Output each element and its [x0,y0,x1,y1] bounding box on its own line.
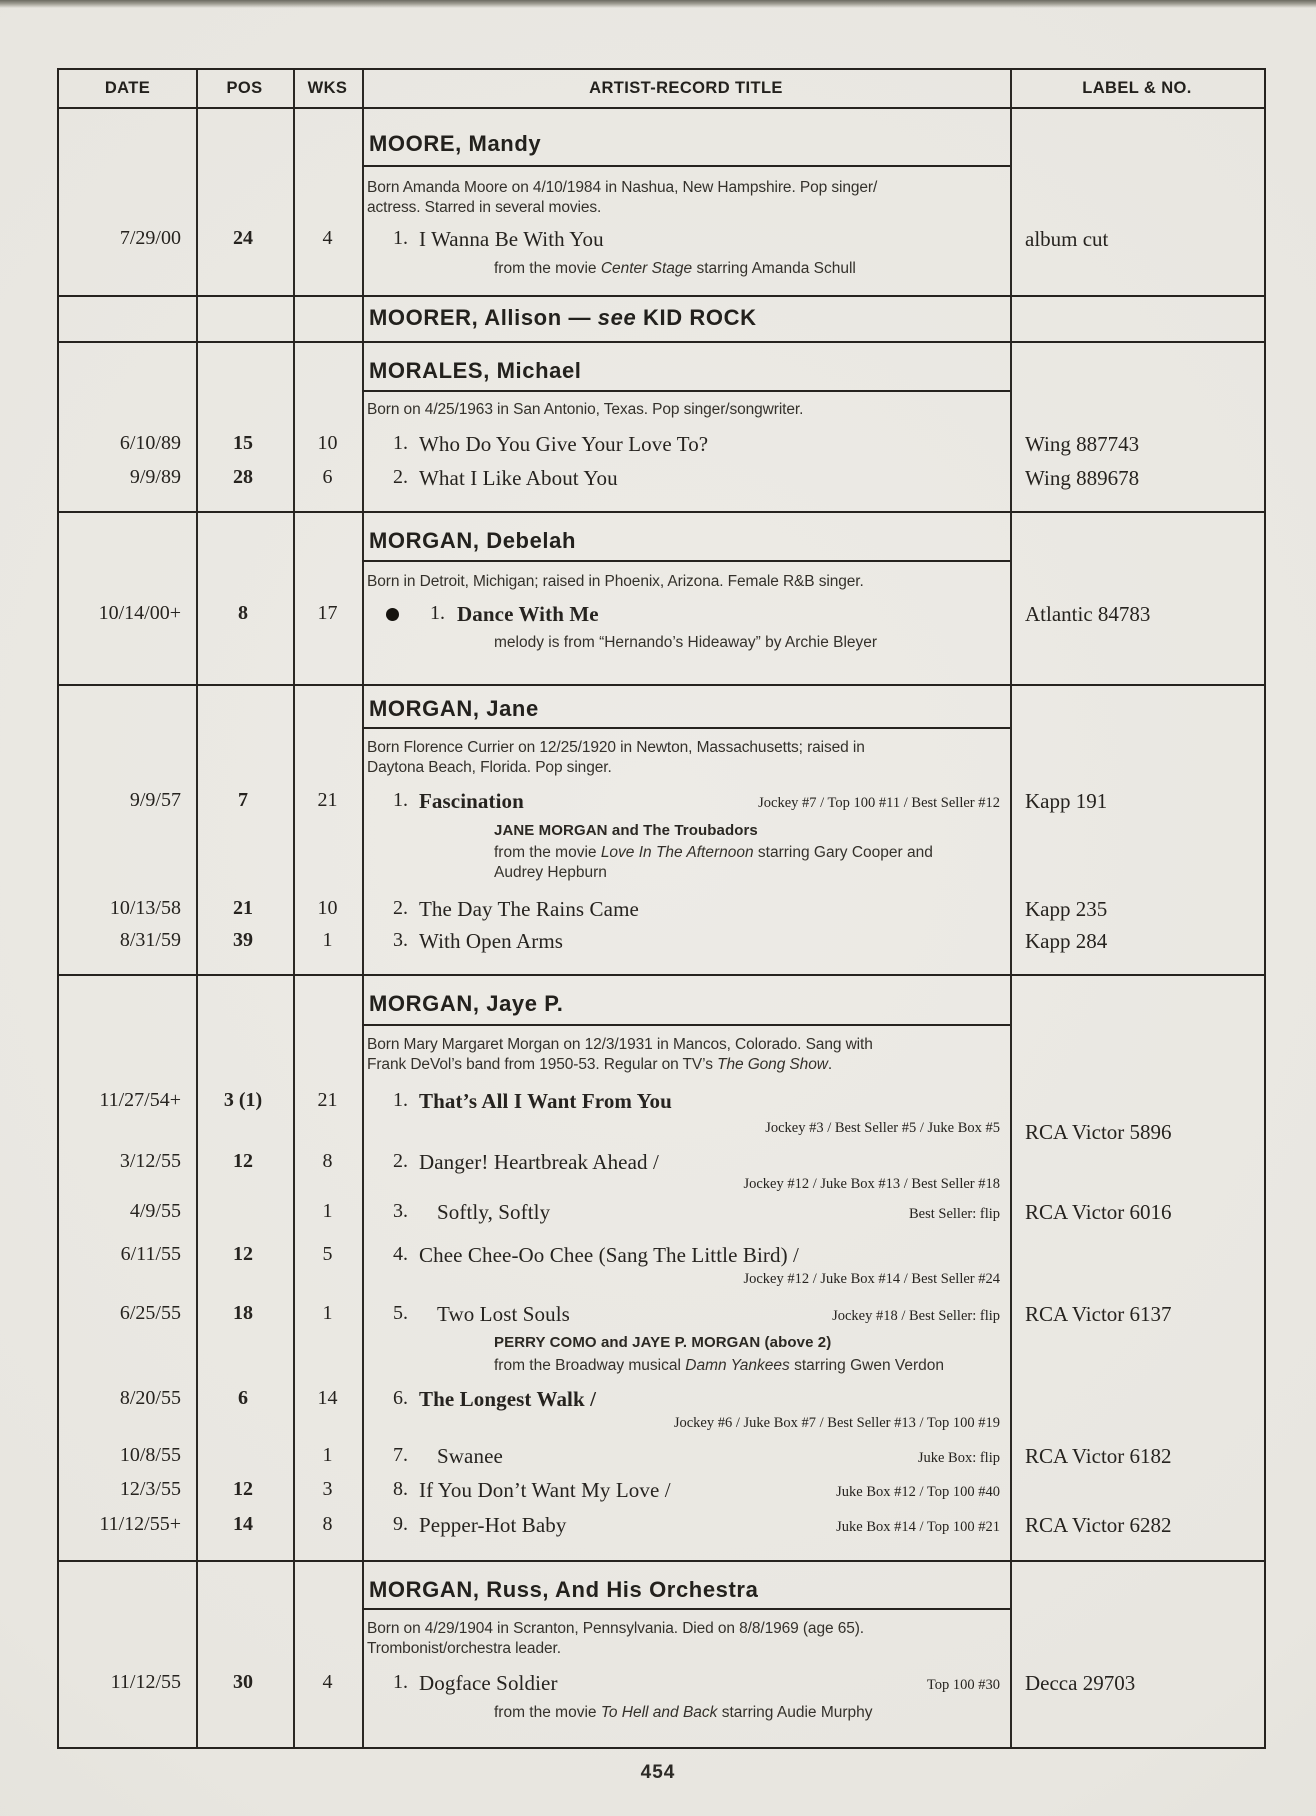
chart-tags: Jockey #6 / Juke Box #7 / Best Seller #13 / Top 100 #19 [673,1415,1000,1431]
entry-wks: 1 [322,1302,333,1324]
entry-date: 11/12/55+ [99,1513,181,1535]
entry-wks: 1 [322,1200,333,1222]
note-text: starring Gwen Verdon [789,1357,945,1374]
section-divider [59,684,1264,686]
section-divider [59,295,1264,297]
note-text: starring Gary Cooper and [753,844,933,861]
entry-pos: 12 [233,1478,253,1500]
section-divider [59,511,1264,513]
record-label: RCA Victor 6282 [1025,1513,1172,1537]
note-text: from the movie [494,1704,601,1721]
entry-number: 1. [430,602,445,624]
entry-row [59,227,1264,253]
artist-bio-line: actress. Starred in several movies. [367,199,602,216]
section-divider [59,107,1264,109]
entry-wks: 4 [322,1671,333,1693]
entry-row [59,466,1264,492]
artist-bio-line: Born on 4/29/1904 in Scranton, Pennsylvania. Died on 8/8/1969 (age 65). [367,1620,864,1637]
entry-title: Danger! Heartbreak Ahead / [419,1150,659,1174]
chart-tags: Jockey #18 / Best Seller: flip [832,1308,1000,1324]
chart-tags: Juke Box #14 / Top 100 #21 [836,1519,1000,1535]
entry-row [59,929,1264,955]
credit-note: JANE MORGAN and The Troubadors [494,822,758,839]
entry-title: With Open Arms [419,929,564,953]
artist-bio-line: Born Florence Currier on 12/25/1920 in Newton, Massachusetts; raised in [367,739,865,756]
note-text: melody is from “Hernando’s Hideaway” by Archie Bleyer [494,634,878,651]
artist-heading-crossref [369,306,757,330]
bio-text: Frank DeVol’s band from 1950-53. Regular on TV’s [367,1056,718,1073]
entry-row [59,1302,1264,1328]
crossref-text: MOORER, Allison — [369,305,598,330]
entry-title: The Day The Rains Came [419,897,639,921]
bio-italic: The Gong Show [717,1056,828,1073]
entry-pos: 6 [238,1387,248,1409]
entry-number: 2. [393,466,408,488]
note-text: from the movie [494,844,601,861]
melody-note [494,634,877,652]
entry-row [59,1150,1264,1176]
chart-tags: Best Seller: flip [908,1206,1000,1222]
artist-heading: MORGAN, Jaye P. [369,991,564,1016]
entry-wks: 8 [322,1150,333,1172]
entry-wks: 6 [322,466,333,488]
entry-date: 6/10/89 [119,432,181,454]
artist-heading: MORALES, Michael [369,358,582,383]
artist-bio-line: Born Mary Margaret Morgan on 12/3/1931 in Mancos, Colorado. Sang with [367,1036,873,1053]
chart-tags: Jockey #12 / Juke Box #14 / Best Seller #24 [743,1271,1000,1287]
entry-date: 12/3/55 [119,1478,181,1500]
entry-wks: 21 [317,1089,338,1111]
entry-wks: 5 [322,1243,333,1265]
col-header-artist: ARTIST-RECORD TITLE [589,79,783,97]
entry-wks: 3 [322,1478,333,1500]
entry-date: 10/8/55 [119,1444,181,1466]
entry-pos: 30 [233,1671,253,1693]
section-divider [59,341,1264,343]
section-divider [59,974,1264,976]
entry-date: 11/27/54+ [99,1089,181,1111]
entry-date: 10/14/00+ [98,602,181,624]
entry-date: 9/9/89 [129,466,181,488]
entry-number: 3. [393,929,408,951]
note-italic: Center Stage [600,260,693,277]
entry-number: 1. [393,227,408,249]
heading-underline [362,1608,1010,1610]
entry-title [457,602,599,627]
record-label: Wing 887743 [1025,432,1140,456]
entry-wks: 10 [317,432,338,454]
entry-number: 5. [393,1302,408,1324]
note-italic: To Hell and Back [600,1704,718,1721]
record-label: Decca 29703 [1025,1671,1136,1695]
artist-bio-line: Born in Detroit, Michigan; raised in Phoenix, Arizona. Female R&B singer. [367,573,864,590]
entry-number: 1. [393,789,408,811]
entry-pos: 12 [233,1150,253,1172]
chart-tags: Jockey #3 / Best Seller #5 / Juke Box #5 [765,1120,1000,1136]
entry-title-bold: Dance With Me [457,602,599,626]
entry-title: Two Lost Souls [437,1302,570,1326]
entry-title: Swanee [437,1444,503,1468]
record-label: Kapp 284 [1025,929,1108,953]
entry-title: The Longest Walk / [419,1387,597,1411]
heading-underline [362,1024,1010,1026]
entry-date: 8/20/55 [119,1387,181,1409]
note-italic: Damn Yankees [685,1357,790,1374]
col-header-pos: POS [226,79,263,97]
entry-date: 10/13/58 [109,897,181,919]
note-text: starring Amanda Schull [692,260,856,277]
entry-pos: 8 [238,602,248,624]
heading-underline [362,165,1010,167]
heading-underline [362,560,1010,562]
record-label: Atlantic 84783 [1025,602,1151,626]
entry-pos: 21 [233,897,253,919]
entry-date: 11/12/55 [110,1671,181,1693]
chart-table [57,68,1266,1749]
entry-pos: 15 [233,432,253,454]
entry-date: 3/12/55 [119,1150,181,1172]
entry-date: 6/11/55 [120,1243,181,1265]
entry-pos: 3 (1) [223,1089,263,1111]
entry-row [59,432,1264,458]
entry-pos: 39 [233,929,253,951]
entry-pos: 7 [238,789,248,811]
record-label: RCA Victor 6137 [1025,1302,1172,1326]
section-divider [59,1560,1264,1562]
note-text: Audrey Hepburn [494,864,607,881]
entry-date: 8/31/59 [119,929,181,951]
chart-tags: Jockey #7 / Top 100 #11 / Best Seller #12 [758,795,1000,811]
entry-number: 4. [393,1243,408,1265]
entry-title: If You Don’t Want My Love / [419,1478,671,1502]
entry-row [59,1478,1264,1504]
chart-tags: Jockey #12 / Juke Box #13 / Best Seller #18 [743,1176,1000,1192]
artist-heading: MORGAN, Jane [369,696,539,721]
entry-row [59,1243,1264,1269]
note-text: from the movie [494,260,601,277]
entry-row [59,1444,1264,1470]
record-label: RCA Victor 6016 [1025,1200,1172,1224]
artist-heading: MOORE, Mandy [369,131,542,156]
entry-pos: 14 [233,1513,253,1535]
entry-wks: 1 [322,1444,333,1466]
entry-pos: 12 [233,1243,253,1265]
entry-date: 9/9/57 [129,789,181,811]
note-text: starring Audie Murphy [717,1704,873,1721]
entry-title: Softly, Softly [437,1200,551,1224]
entry-title: Who Do You Give Your Love To? [419,432,709,456]
entry-date: 6/25/55 [119,1302,181,1324]
entry-pos: 18 [233,1302,253,1324]
record-label: RCA Victor 6182 [1025,1444,1172,1468]
entry-wks: 10 [317,897,338,919]
col-header-label: LABEL & NO. [1082,79,1192,97]
chart-tags: Top 100 #30 [926,1677,1000,1693]
col-header-wks: WKS [307,79,348,97]
page-number: 454 [640,1762,676,1783]
entry-row [59,789,1264,815]
artist-bio-line: Born Amanda Moore on 4/10/1984 in Nashua, New Hampshire. Pop singer/ [367,179,878,196]
col-header-date: DATE [104,79,151,97]
entry-wks: 14 [317,1387,338,1409]
entry-wks: 21 [317,789,338,811]
entry-pos: 24 [233,227,253,249]
movie-note [494,260,856,278]
heading-underline [362,727,1010,729]
record-label: Kapp 235 [1025,897,1108,921]
entry-title: I Wanna Be With You [419,227,604,251]
movie-note [494,1704,873,1722]
entry-title: Dogface Soldier [419,1671,558,1695]
entry-title: What I Like About You [419,466,618,490]
credit-note: PERRY COMO and JAYE P. MORGAN (above 2) [494,1334,832,1351]
artist-bio-line: Daytona Beach, Florida. Pop singer. [367,759,612,776]
entry-number: 9. [393,1513,408,1535]
gold-record-bullet-icon [386,608,399,621]
record-label: RCA Victor 5896 [1025,1120,1172,1144]
crossref-see: see [597,305,637,330]
artist-bio-line: Trombonist/orchestra leader. [367,1640,561,1657]
entry-date: 4/9/55 [129,1200,181,1222]
artist-bio-line [367,1055,832,1075]
record-label: Kapp 191 [1025,789,1108,813]
artist-heading: MORGAN, Russ, And His Orchestra [369,1577,759,1602]
entry-title: Pepper-Hot Baby [419,1513,567,1537]
entry-date: 7/29/00 [119,227,181,249]
artist-bio-line: Born on 4/25/1963 in San Antonio, Texas. Pop singer/songwriter. [367,401,804,418]
entry-wks: 8 [322,1513,333,1535]
entry-number: 1. [393,1671,408,1693]
entry-title: Fascination [419,789,524,813]
entry-number: 8. [393,1478,408,1500]
movie-note [494,844,933,862]
entry-wks: 17 [317,602,338,624]
entry-row [59,897,1264,923]
entry-number: 2. [393,1150,408,1172]
entry-number: 6. [393,1387,408,1409]
entry-number: 1. [393,432,408,454]
entry-wks: 4 [322,227,333,249]
entry-number: 3. [393,1200,408,1222]
entry-title: Chee Chee-Oo Chee (Sang The Little Bird) / [419,1243,799,1267]
entry-row [59,1671,1264,1697]
entry-row [59,1387,1264,1413]
chart-tags: Juke Box: flip [917,1450,1000,1466]
entry-wks: 1 [322,929,333,951]
entry-title: That’s All I Want From You [419,1089,672,1113]
heading-underline [362,390,1010,392]
bio-text: . [827,1056,833,1073]
entry-row [59,1089,1264,1115]
movie-note [494,1357,944,1375]
scan-edge [0,0,1316,8]
record-label: album cut [1025,227,1109,251]
entry-number: 2. [393,897,408,919]
crossref-target: KID ROCK [636,305,757,330]
entry-pos: 28 [233,466,253,488]
artist-heading: MORGAN, Debelah [369,528,577,553]
chart-tags: Juke Box #12 / Top 100 #40 [836,1484,1000,1500]
entry-row [59,1513,1264,1539]
entry-number: 7. [393,1444,408,1466]
record-label: Wing 889678 [1025,466,1140,490]
entry-row [59,1200,1264,1226]
entry-row [59,602,1264,628]
movie-note-line2 [494,864,607,882]
note-italic: Love In The Afternoon [600,844,754,861]
entry-number: 1. [393,1089,408,1111]
note-text: from the Broadway musical [494,1357,686,1374]
